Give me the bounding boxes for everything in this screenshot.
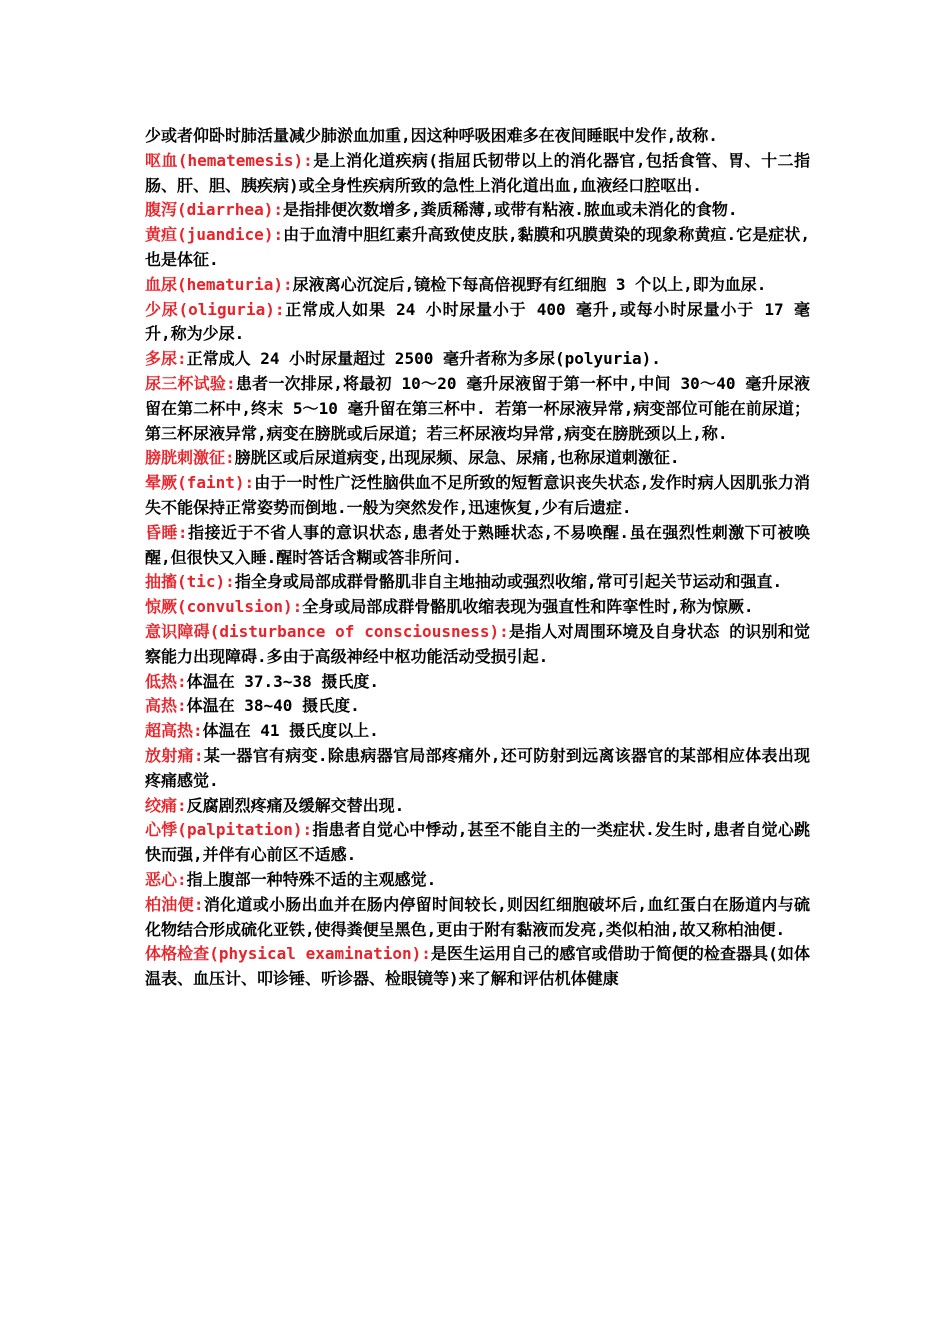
entry-term: 恶心: xyxy=(145,869,187,889)
entry-definition: 尿液离心沉淀后,镜检下每高倍视野有红细胞 3 个以上,即为血尿. xyxy=(292,274,767,294)
entry-jaundice xyxy=(145,223,810,273)
entry-physical-examination xyxy=(145,942,810,992)
entry-definition: 指接近于不省人事的意识状态,患者处于熟睡状态,不易唤醒.虽在强烈性刺激下可被唤醒,但很快又入睡.醒时答话含糊或答非所问. xyxy=(145,522,810,567)
entry-hematuria xyxy=(145,273,810,298)
entry-definition: 是上消化道疾病(指屈氏韧带以上的消化器官,包括食管、胃、十二指肠、肝、胆、胰疾病)或全身性疾病所致的急性上消化道出血,血液经口腔呕出. xyxy=(145,150,810,195)
entry-term: 尿三杯试验: xyxy=(145,373,236,393)
entry-term: 呕血(hematemesis): xyxy=(145,150,313,170)
entry-definition: 体温在 38~40 摄氏度. xyxy=(186,696,360,716)
entry-nausea xyxy=(145,868,810,893)
entry-definition: 指全身或局部成群骨骼肌非自主地抽动或强烈收缩,常可引起关节运动和强直. xyxy=(234,572,783,592)
entry-definition: 指上腹部一种特殊不适的主观感觉. xyxy=(186,869,437,889)
entry-term: 超高热: xyxy=(145,721,203,741)
entry-term: 高热: xyxy=(145,696,187,716)
entry-tic xyxy=(145,570,810,595)
entry-term: 昏睡: xyxy=(145,522,188,542)
entry-term: 心悸(palpitation): xyxy=(145,820,313,840)
entry-term: 黄疸(juandice): xyxy=(145,225,284,245)
entry-high-fever xyxy=(145,694,810,719)
entry-convulsion xyxy=(145,595,810,620)
entry-term: 低热: xyxy=(145,671,187,691)
entry-definition: 正常成人 24 小时尿量超过 2500 毫升者称为多尿(polyuria). xyxy=(186,349,661,369)
document-body xyxy=(145,124,810,992)
entry-term: 血尿(hematuria): xyxy=(145,274,293,294)
entry-referred-pain xyxy=(145,744,810,794)
entry-term: 体格检查(physical examination): xyxy=(145,944,431,964)
entry-definition: 由于血清中胆红素升高致使皮肤,黏膜和巩膜黄染的现象称黄疸.它是症状,也是体征. xyxy=(145,225,811,269)
entry-term: 晕厥(faint): xyxy=(145,473,255,493)
entry-continuation xyxy=(145,124,810,149)
entry-definition: 指患者自觉心中悸动,甚至不能自主的一类症状.发生时,患者自觉心跳快而强,并伴有心前区不适感. xyxy=(145,820,810,865)
entry-lethargy xyxy=(145,521,810,571)
entry-definition: 全身或局部成群骨骼肌收缩表现为强直性和阵挛性时,称为惊厥. xyxy=(302,597,754,617)
entry-definition: 患者一次排尿,将最初 10～20 毫升尿液留于第一杯中,中间 30～40 毫升尿液留在第二杯中,终末 5～10 毫升留在第三杯中. 若第一杯尿液异常,病变部位可能在前尿道；第三杯尿液异常,病变在膀胱或后尿道；若三杯尿液均异常,病变在膀胱颈以上,称. xyxy=(145,373,810,443)
entry-term: 抽搐(tic): xyxy=(145,572,235,592)
entry-term: 放射痛: xyxy=(145,745,204,765)
entry-term: 惊厥(convulsion): xyxy=(145,597,303,617)
entry-definition: 是医生运用自己的感官或借助于简便的检查器具(如体温表、血压计、叩诊锤、听诊器、检眼镜等)来了解和评估机体健康 xyxy=(145,944,810,989)
entry-diarrhea xyxy=(145,198,810,223)
entry-definition: 消化道或小肠出血并在肠内停留时间较长,则因红细胞破坏后,血红蛋白在肠道内与硫化物结合形成硫化亚铁,使得粪便呈黑色,更由于附有黏液而发亮,类似柏油,故又称柏油便. xyxy=(145,894,810,939)
entry-term: 柏油便: xyxy=(145,894,204,914)
entry-polyuria xyxy=(145,347,810,372)
entry-oliguria xyxy=(145,298,810,348)
entry-faint xyxy=(145,471,810,521)
entry-term: 绞痛: xyxy=(145,795,187,815)
entry-consciousness xyxy=(145,620,810,670)
entry-definition: 体温在 41 摄氏度以上. xyxy=(202,721,379,741)
entry-tarry-stool xyxy=(145,893,810,943)
entry-hyperpyrexia xyxy=(145,719,810,744)
entry-definition: 某一器官有病变.除患病器官局部疼痛外,还可防射到远离该器官的某部相应体表出现疼痛感觉. xyxy=(145,745,810,790)
entry-term: 腹泻(diarrhea): xyxy=(145,200,283,220)
entry-definition: 是指人对周围环境及自身状态 的识别和觉察能力出现障碍.多由于高级神经中枢功能活动受损引起. xyxy=(145,621,810,666)
entry-low-fever xyxy=(145,670,810,695)
entry-three-cup-test xyxy=(145,372,810,446)
entry-definition: 少或者仰卧时肺活量减少肺淤血加重,因这种呼吸困难多在夜间睡眠中发作,故称. xyxy=(145,126,718,145)
entry-hematemesis xyxy=(145,149,810,199)
entry-definition: 正常成人如果 24 小时尿量小于 400 毫升,或每小时尿量小于 17 毫升,称为少尿. xyxy=(145,299,810,344)
entry-definition: 由于一时性广泛性脑供血不足所致的短暂意识丧失状态,发作时病人因肌张力消失不能保持正常姿势而倒地.一般为突然发作,迅速恢复,少有后遗症. xyxy=(145,473,810,517)
entry-definition: 是指排便次数增多,粪质稀薄,或带有粘液.脓血或未消化的食物. xyxy=(282,200,738,220)
entry-colic xyxy=(145,794,810,819)
entry-definition: 体温在 37.3~38 摄氏度. xyxy=(186,671,379,691)
entry-bladder-irritation xyxy=(145,446,810,471)
entry-palpitation xyxy=(145,818,810,868)
entry-definition: 膀胱区或后尿道病变,出现尿频、尿急、尿痛,也称尿道刺激征. xyxy=(234,448,680,468)
entry-term: 少尿(oliguria): xyxy=(145,299,285,319)
entry-term: 意识障碍(disturbance of consciousness): xyxy=(145,621,509,641)
entry-term: 多尿: xyxy=(145,349,187,369)
entry-definition: 反腐剧烈疼痛及缓解交替出现. xyxy=(186,795,405,815)
entry-term: 膀胱刺激征: xyxy=(145,448,235,468)
